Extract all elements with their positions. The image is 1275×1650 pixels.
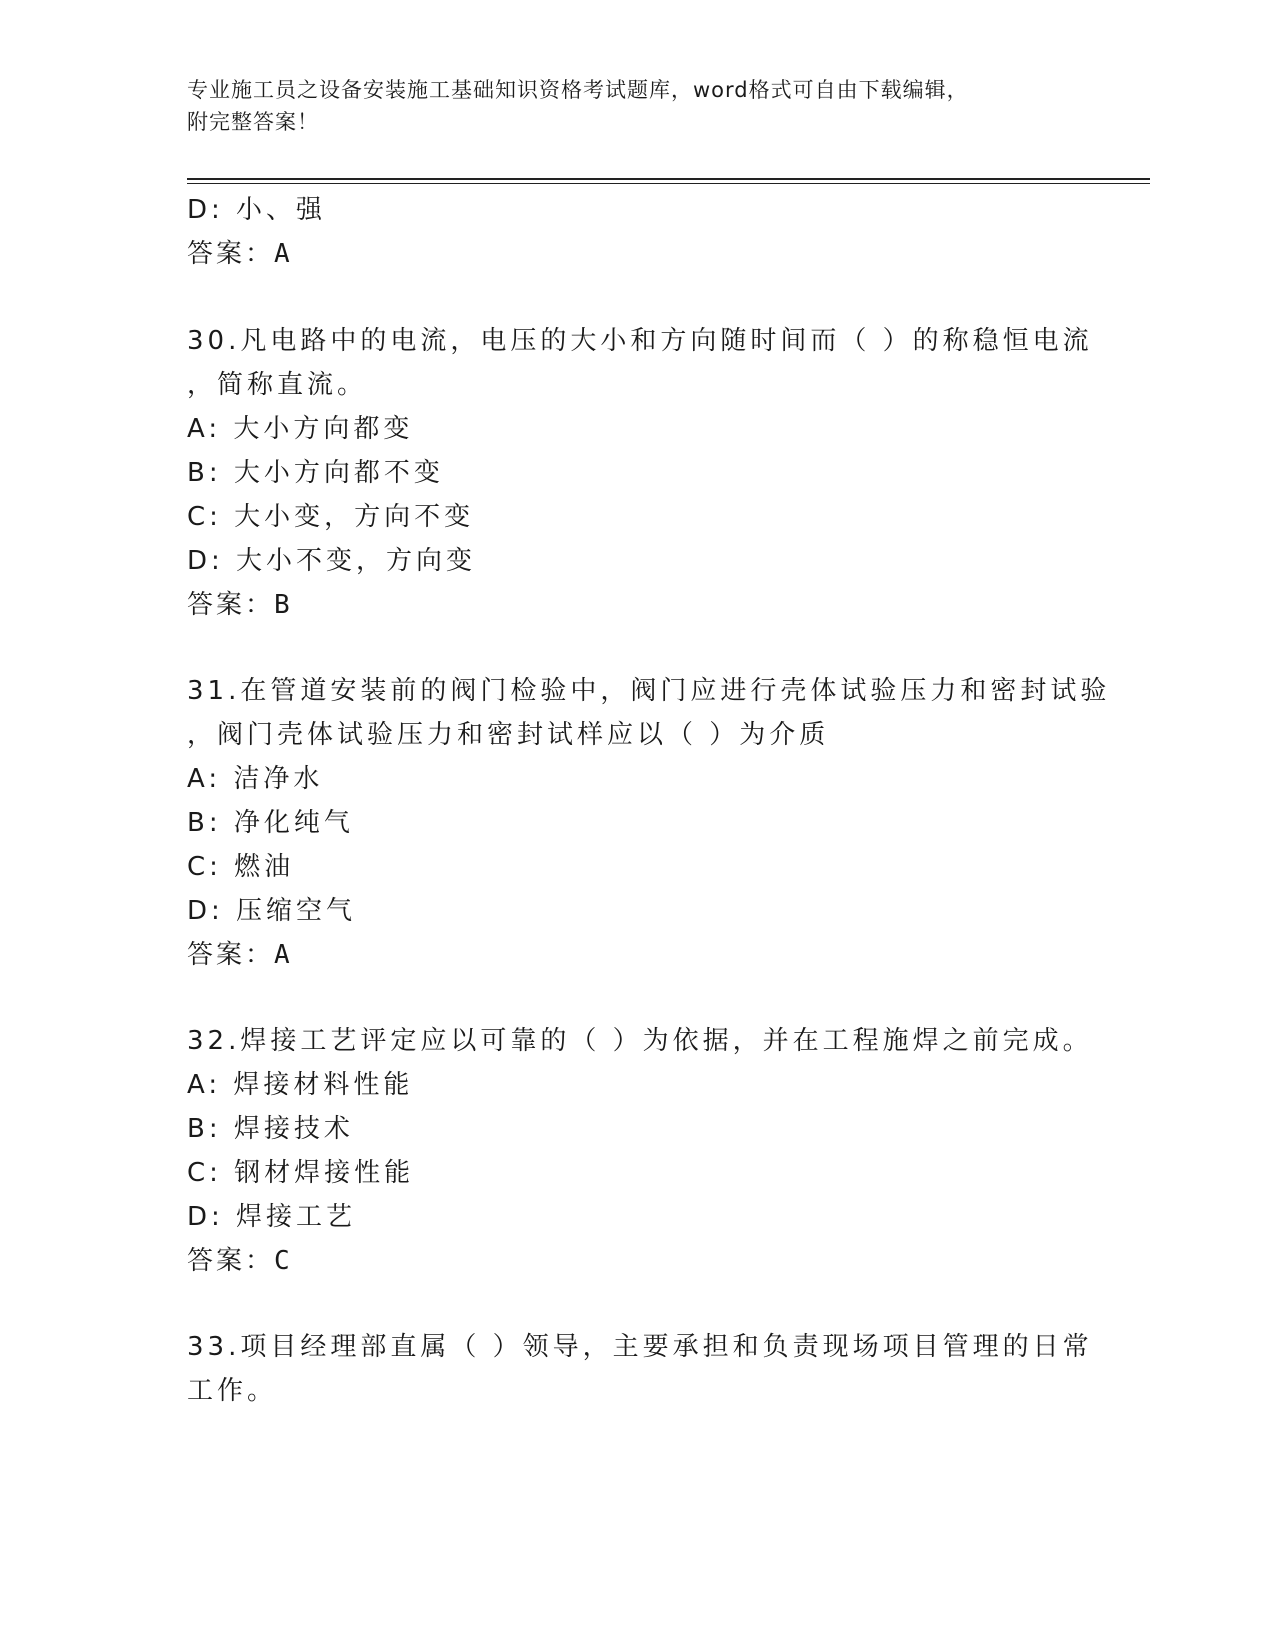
question-30-stem-line-1: 30.凡电路中的电流，电压的大小和方向随时间而（ ）的称稳恒电流 xyxy=(187,326,1093,356)
question-31-option-c: C: 燃油 xyxy=(187,852,295,882)
question-31-option-d: D: 压缩空气 xyxy=(187,896,357,926)
question-30-option-d: D: 大小不变，方向变 xyxy=(187,546,477,576)
header-line-1: 专业施工员之设备安装施工基础知识资格考试题库，word格式可自由下载编辑， xyxy=(187,78,969,102)
answer-value: A xyxy=(274,239,290,269)
question-30-stem-line-2: ，简称直流。 xyxy=(187,370,368,400)
option-d: D: 小、强 xyxy=(187,195,327,225)
question-32-option-c: C: 钢材焊接性能 xyxy=(187,1158,415,1188)
question-31-answer xyxy=(187,938,290,972)
question-32-stem-line-1: 32.焊接工艺评定应以可靠的（ ）为依据，并在工程施焊之前完成。 xyxy=(187,1026,1093,1056)
question-31-option-a: A: 洁净水 xyxy=(187,764,324,794)
answer-value: A xyxy=(274,940,290,970)
question-33-stem-line-1: 33.项目经理部直属（ ）领导，主要承担和负责现场项目管理的日常 xyxy=(187,1332,1093,1362)
answer-value: C xyxy=(274,1246,290,1276)
answer-label: 答案： xyxy=(187,1246,275,1276)
question-30-option-b: B: 大小方向都不变 xyxy=(187,458,444,488)
question-33-stem-line-2: 工作。 xyxy=(187,1376,278,1406)
answer-value: B xyxy=(274,590,290,620)
header-divider-thin xyxy=(187,183,1150,184)
answer-label: 答案： xyxy=(187,239,275,269)
question-30-option-a: A: 大小方向都变 xyxy=(187,414,414,444)
answer-label: 答案： xyxy=(187,590,275,620)
header-line-2: 附完整答案！ xyxy=(187,110,319,134)
question-31-stem-line-1: 31.在管道安装前的阀门检验中，阀门应进行壳体试验压力和密封试验 xyxy=(187,676,1111,706)
question-30-option-c: C: 大小变，方向不变 xyxy=(187,502,475,532)
answer-line xyxy=(187,237,290,271)
page-header xyxy=(187,74,1087,138)
question-32-answer xyxy=(187,1244,290,1278)
question-32-option-a: A: 焊接材料性能 xyxy=(187,1070,414,1100)
question-31-option-b: B: 净化纯气 xyxy=(187,808,354,838)
question-31-stem-line-2: ，阀门壳体试验压力和密封试样应以（ ）为介质 xyxy=(187,720,830,750)
question-32-option-d: D: 焊接工艺 xyxy=(187,1202,357,1232)
question-32-option-b: B: 焊接技术 xyxy=(187,1114,354,1144)
header-divider-thick xyxy=(187,178,1150,180)
question-30-answer xyxy=(187,588,290,622)
answer-label: 答案： xyxy=(187,940,275,970)
